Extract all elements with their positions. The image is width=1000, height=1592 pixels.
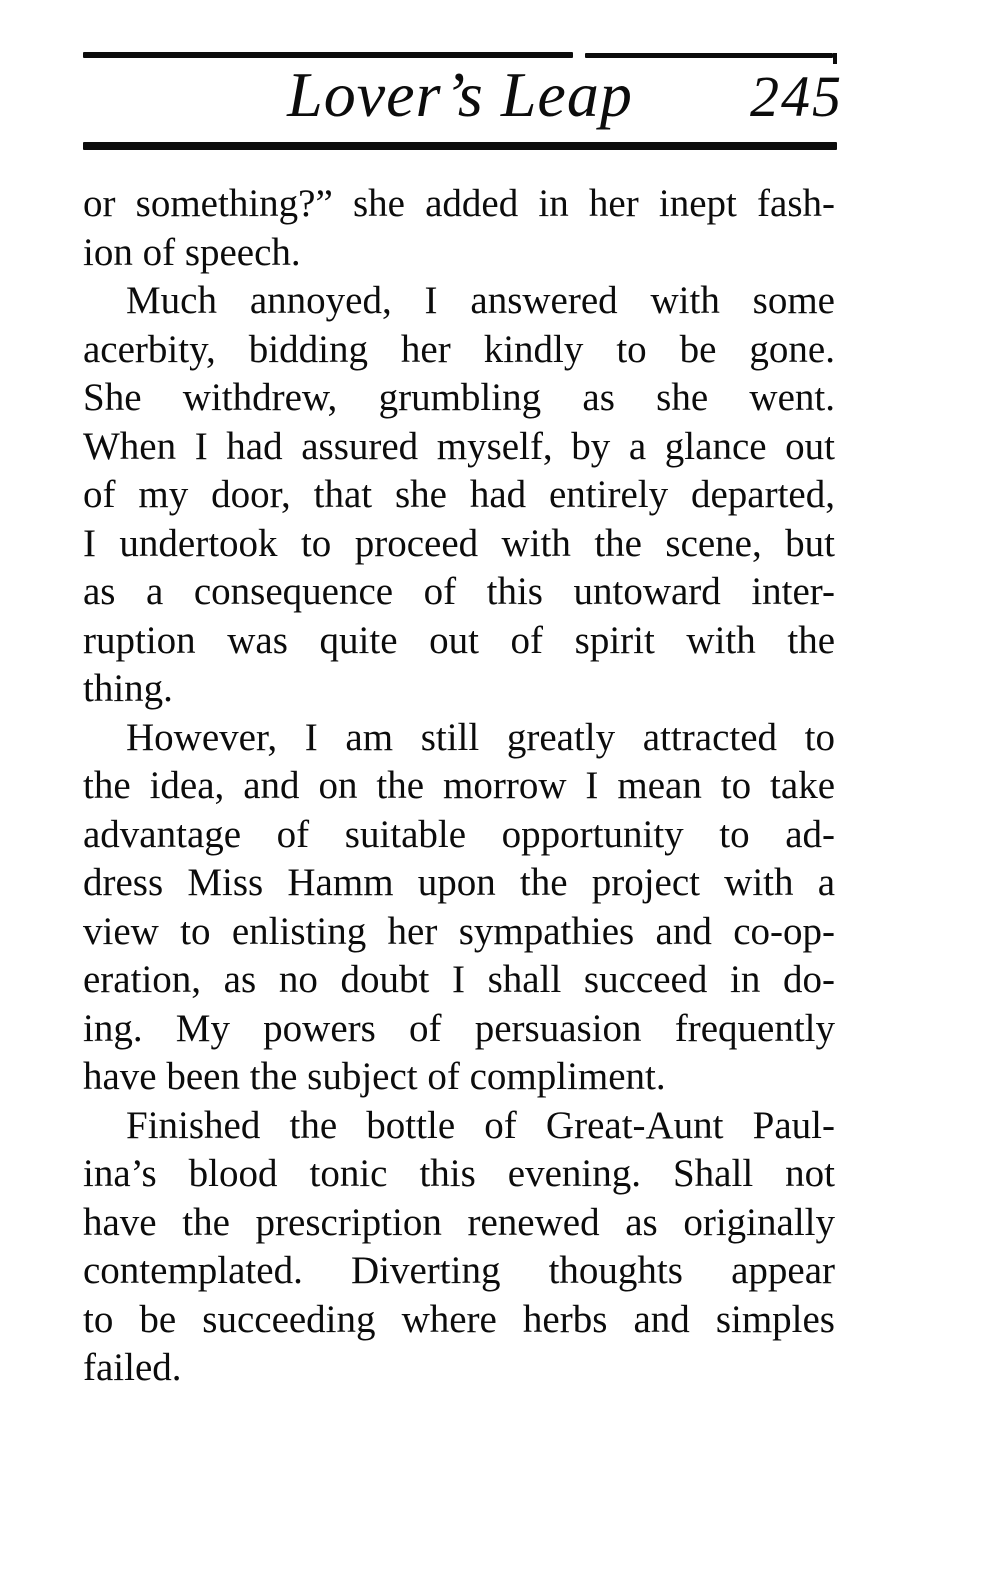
paragraph — [83, 277, 835, 714]
text-line: the idea, and on the morrow I mean to take — [83, 764, 835, 807]
paragraph — [83, 180, 835, 277]
text-line: ina’s blood tonic this evening. Shall not — [83, 1152, 835, 1195]
rule-segment-right — [585, 53, 833, 58]
text-line: I undertook to proceed with the scene, but — [83, 521, 835, 565]
text-line: Finished the bottle of Great-Aunt Paul- — [126, 1103, 835, 1147]
text-line: as a consequence of this untoward inter- — [83, 570, 835, 613]
text-line: acerbity, bidding her kindly to be gone. — [83, 327, 835, 371]
text-line: of my door, that she had entirely departed, — [83, 473, 835, 516]
rule-end-tick — [833, 53, 837, 64]
body-text — [83, 180, 835, 1393]
running-header-title: Lover’s Leap — [287, 59, 633, 130]
paragraph — [83, 1102, 835, 1393]
text-line: ruption was quite out of spirit with the — [83, 618, 835, 662]
text-line: to be succeeding where herbs and simples — [83, 1297, 835, 1341]
text-line: When I had assured myself, by a glance out — [83, 424, 835, 468]
text-line: view to enlisting her sympathies and co-op- — [83, 909, 835, 953]
text-line: dress Miss Hamm upon the project with a — [83, 861, 835, 904]
rule-segment-left — [83, 52, 573, 58]
paragraph — [83, 714, 835, 1102]
text-line: eration, as no doubt I shall succeed in do- — [83, 958, 835, 1001]
text-line: or something?” she added in her inept fash- — [83, 182, 835, 225]
text-line: advantage of suitable opportunity to ad- — [83, 812, 835, 856]
text-line: contemplated. Diverting thoughts appear — [83, 1249, 835, 1292]
text-line: have the prescription renewed as originally — [83, 1200, 835, 1244]
text-line: thing. — [83, 667, 173, 710]
text-line: She withdrew, grumbling as she went. — [83, 376, 835, 419]
text-line: Much annoyed, I answered with some — [126, 279, 835, 322]
header-rule-bottom — [83, 142, 837, 150]
text-line: have been the subject of compliment. — [83, 1055, 666, 1098]
text-line: failed. — [83, 1346, 182, 1389]
rule-gap — [573, 52, 585, 58]
running-header — [83, 59, 843, 136]
text-line: However, I am still greatly attracted to — [126, 715, 835, 759]
page-number: 245 — [750, 64, 843, 129]
text-line: ion of speech. — [83, 230, 301, 274]
text-line: ing. My powers of persuasion frequently — [83, 1006, 835, 1050]
